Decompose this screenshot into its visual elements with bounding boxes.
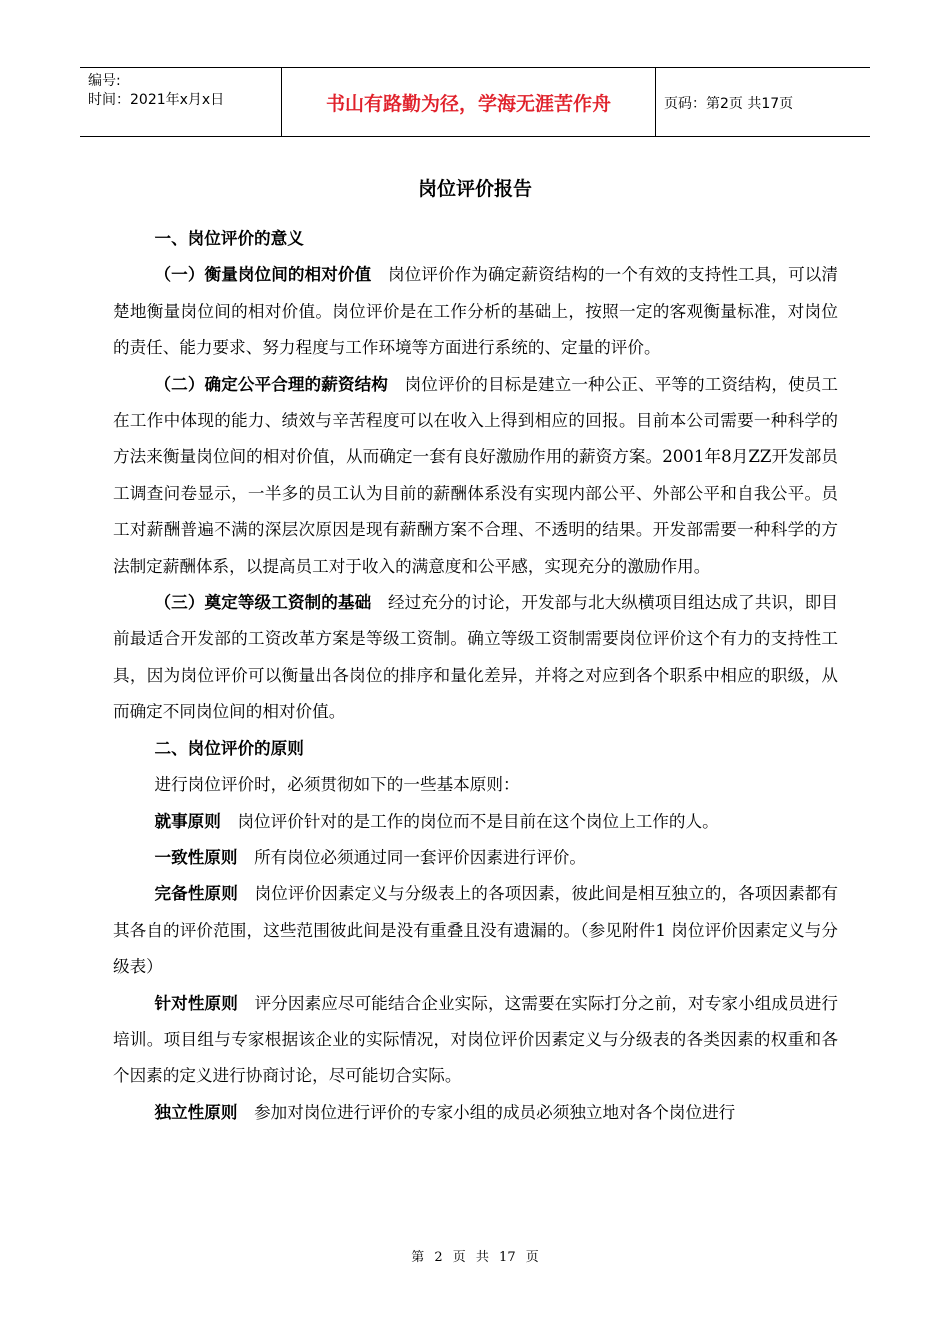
paragraph-2-text: 岗位评价的目标是建立一种公正、平等的工资结构，使员工在工作中体现的能力、绩效与辛苦程度可以在收入上得到相应的回报。目前本公司需要一种科学的方法来衡量岗位间的相对价值，从而确定一套有良好激励作用的薪资方案。2001年8月ZZ开发部员工调查问卷显示，一半多的员工认为目前的薪酬体系没有实现内部公平、外部公平和自我公平。员工对薪酬普遍不满的深层次原因是现有薪酬方案不合理、不透明的结果。开发部需要一种科学的方法制定薪酬体系，以提高员工对于收入的满意度和公平感，实现充分的激励作用。 [113,374,839,576]
principle-4-title: 针对性原则 [154,993,238,1013]
paragraph-3-text: 经过充分的讨论，开发部与北大纵横项目组达成了共识，即目前最适合开发部的工资改革方案是等级工资制。确立等级工资制需要岗位评价这个有力的支持性工具，因为岗位评价可以衡量出各岗位的排序和量化差异，并将之对应到各个职系中相应的职级，从而确定不同岗位间的相对价值。 [113,593,839,722]
paragraph-3 [113,585,838,731]
section-heading-1: 一、岗位评价的意义 [154,229,304,248]
header-motto: 书山有路勤为径，学海无涯苦作舟 [281,68,656,136]
document-title: 岗位评价报告 [417,178,532,200]
principle-1-text: 岗位评价针对的是工作的岗位而不是目前在这个岗位上工作的人。 [237,811,719,831]
principle-5 [113,1095,838,1131]
principle-3-text: 岗位评价因素定义与分级表上的各项因素，彼此间是相互独立的，各项因素都有其各自的评价范围，这些范围彼此间是没有重叠且没有遗漏的。（参见附件1 岗位评价因素定义与分级表） [113,884,839,977]
principle-1 [113,804,838,840]
principle-2-text: 所有岗位必须通过同一套评价因素进行评价。 [254,847,586,867]
principle-4 [113,986,838,1095]
paragraph-2-heading: （二）确定公平合理的薪资结构 [154,374,388,394]
page-footer: 第 2 页 共 17 页 [411,1250,539,1265]
principle-5-text: 参加对岗位进行评价的专家小组的成员必须独立地对各个岗位进行 [254,1102,736,1122]
section-2-intro: 进行岗位评价时，必须贯彻如下的一些基本原则： [154,775,520,795]
paragraph-1 [113,257,838,366]
header-page-info: 页码：第2页 共17页 [664,96,794,112]
page-header [80,67,870,137]
principle-1-title: 就事原则 [154,811,221,831]
paragraph-1-heading: （一）衡量岗位间的相对价值 [154,265,372,285]
paragraph-3-heading: （三）奠定等级工资制的基础 [154,593,372,613]
document-number-label: 编号: [88,73,121,89]
header-left [88,72,224,110]
paragraph-1-text: 岗位评价作为确定薪资结构的一个有效的支持性工具，可以清楚地衡量岗位间的相对价值。岗位评价是在工作分析的基础上，按照一定的客观衡量标准，对岗位的责任、能力要求、努力程度与工作环境等方面进行系统的、定量的评价。 [113,265,839,358]
document-body [113,221,838,1131]
paragraph-2 [113,367,838,585]
principle-2-title: 一致性原则 [154,847,238,867]
section-heading-2: 二、岗位评价的原则 [154,738,304,758]
principle-5-title: 独立性原则 [154,1102,238,1122]
document-time-label: 时间：2021年x月x日 [88,92,225,108]
principle-3-title: 完备性原则 [154,884,238,904]
principle-2 [113,840,838,876]
principle-4-text: 评分因素应尽可能结合企业实际，这需要在实际打分之前，对专家小组成员进行培训。项目组与专家根据该企业的实际情况，对岗位评价因素定义与分级表的各类因素的权重和各个因素的定义进行协商讨论，尽可能切合实际。 [113,993,839,1086]
principle-3 [113,876,838,985]
